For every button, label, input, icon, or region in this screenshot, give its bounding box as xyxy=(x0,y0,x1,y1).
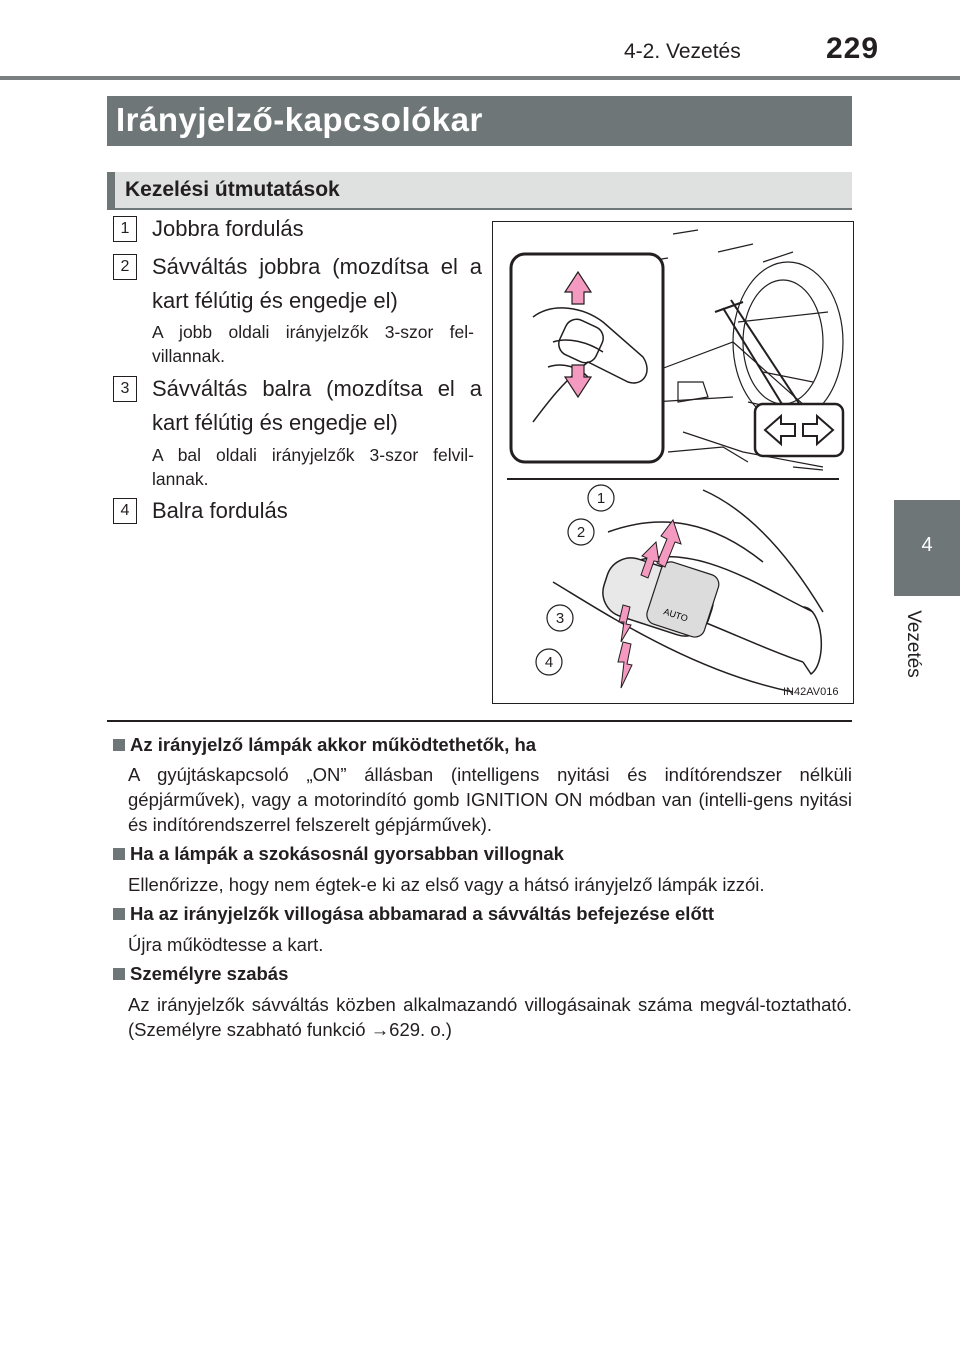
note-4-heading-text: Személyre szabás xyxy=(130,963,289,984)
callout-4: 4 xyxy=(544,654,554,671)
note-bullet xyxy=(113,968,125,980)
chapter-tab-number: 4 xyxy=(921,534,933,556)
step-3-note: A bal oldali irányjelzők 3-szor felvil-lannak. xyxy=(152,445,474,489)
subtitle: Kezelési útmutatások xyxy=(125,178,340,201)
note-1-body: A gyújtáskapcsoló „ON” állásban (intelligens nyitási és indítórendszer nélküli gépjárművek), vagy a motorindító gomb IGNITION ON módban van (intelli-gens nyitási és indítórendszerrel felszerelt gépjárművek). xyxy=(128,764,852,835)
turn-signal-figure xyxy=(492,221,854,704)
note-2-heading-text: Ha a lámpák a szokásosnál gyorsabban villognak xyxy=(130,843,564,864)
step-number-4: 4 xyxy=(113,498,137,524)
page-title: Irányjelző-kapcsolókar xyxy=(116,101,483,138)
step-number-3: 3 xyxy=(113,376,137,402)
note-3-heading-text: Ha az irányjelzők villogása abbamarad a sávváltás befejezése előtt xyxy=(130,903,715,924)
page-number: 229 xyxy=(826,32,880,65)
step-number-2: 2 xyxy=(113,254,137,280)
callout-2: 2 xyxy=(576,524,586,541)
step-number-1: 1 xyxy=(113,216,137,242)
note-1-heading-text: Az irányjelző lámpák akkor működtethetők, ha xyxy=(130,734,537,755)
step-4-text: Balra fordulás xyxy=(152,498,288,523)
chapter-tab-label: Vezetés xyxy=(903,610,924,678)
chapter-tab-label-wrap xyxy=(896,604,930,684)
note-4-heading xyxy=(113,963,288,985)
arrow-1 xyxy=(657,520,681,567)
note-4-body: Az irányjelzők sávváltás közben alkalmazandó villogásainak száma megvál-toztatható. (Személyre szabható funkció →629. o.) xyxy=(128,994,852,1040)
note-1-heading xyxy=(113,734,536,756)
note-bullet xyxy=(113,848,125,860)
arrow-4 xyxy=(618,642,632,688)
callout-1: 1 xyxy=(596,490,606,507)
note-2-body: Ellenőrizze, hogy nem égtek-e ki az első vagy a hátsó irányjelző lámpák izzói. xyxy=(128,874,765,895)
note-3-heading xyxy=(113,903,714,925)
subtitle-accent xyxy=(107,172,115,210)
note-bullet xyxy=(113,908,125,920)
note-bullet xyxy=(113,739,125,751)
section-reference: 4-2. Vezetés xyxy=(624,40,741,63)
note-2-heading xyxy=(113,843,564,865)
header-rule xyxy=(0,76,960,80)
notes-rule xyxy=(107,720,852,722)
callout-3: 3 xyxy=(555,610,565,627)
step-1-text: Jobbra fordulás xyxy=(152,216,304,241)
lever-auto-label: AUTO xyxy=(662,606,690,624)
step-2-text: Sávváltás jobbra (mozdítsa el a kart félútig és engedje el) xyxy=(152,254,482,313)
note-3-body: Újra működtesse a kart. xyxy=(128,934,324,955)
figure-code: IN42AV016 xyxy=(783,686,839,698)
step-2-note: A jobb oldali irányjelzők 3-szor fel-villannak. xyxy=(152,322,474,366)
figure-illustration xyxy=(493,222,853,703)
step-3-text: Sávváltás balra (mozdítsa el a kart félútig és engedje el) xyxy=(152,376,482,435)
